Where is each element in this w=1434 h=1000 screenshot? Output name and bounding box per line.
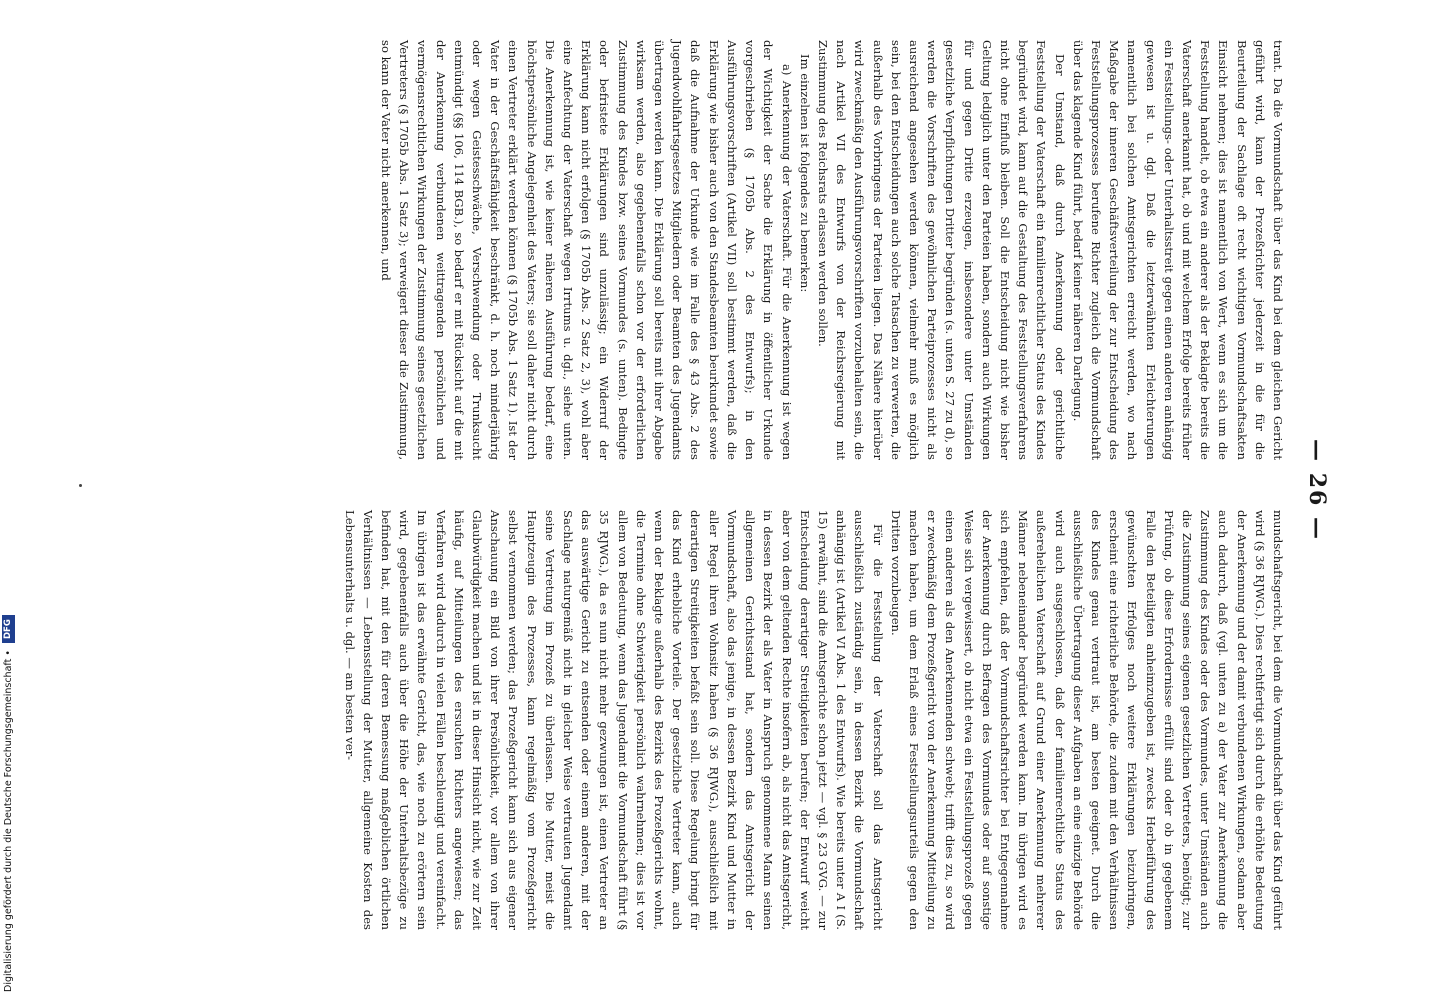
digitization-credit [2, 600, 16, 992]
right-text-column [340, 510, 1287, 930]
digitization-credit-text: Digitalisierung gefördert durch die Deutsche Forschungsgemeinschaft • [3, 650, 14, 992]
paragraph: Im einzelnen ist folgendes zu bemerken: [797, 54, 812, 293]
dfg-logo-icon: DFG [2, 615, 15, 643]
digitization-credit-strip [2, 600, 16, 992]
rotated-document-page [155, 40, 1335, 940]
paragraph: mundschaftsgericht, bei dem die Vormundschaft über das Kind geführt wird (§ 36 RJWG.). Dies rechtfertigt sich durch die erhöhte Bedeutung der Anerkennung und der damit verbundenen Wirkungen, sodann aber auch dadurch, daß (vgl. unten zu a) der Vater zur Anerkennung die Zustimmung des Kindes oder des Vormundes, unter Umständen auch die Zustimmung seines eigenen gesetzlichen Vertreters, benötigt; zur Prüfung, ob diese Erfordernisse erfüllt sind oder ob in gegebenem Falle den Beteiligten anheimzugeben ist, zwecks Herbeiführung des gewünschten Erfolges noch weitere Erklärungen beizubringen, erscheint eine richterliche Behörde, die zudem mit den Verhältnissen des Kindes genau vertraut ist, am besten geeignet. Durch die ausschließliche Übertragung dieser Aufgaben an eine einzige Behörde wird auch ausgeschlossen, daß der familienrechtliche Status des außerehelichen Vaterschaft auf Grund einer Anerkennung mehrerer Männer nebeneinander begründet werden kann. Im übrigen wird es sich empfehlen, daß der Vormundschaftsrichter bei Entgegennahme der Anerkennung durch Befragen des Vormundes oder auf sonstige Weise sich vergewissert, ob nicht etwa ein Feststellungsprozeß gegen einen anderen als den Anerkennenden schwebt; trifft dies zu, so wird er zweckmäßig dem Prozeßgericht von der Anerkennung Mitteilung zu machen haben, um dem Erlaß eines Feststellungsurteils gegen den Dritten vorzubeugen. [888, 510, 1285, 930]
paragraph: trant. Da die Vormundschaft über das Kind bei dem gleichen Gericht geführt wird, kann der Prozeßrichter jederzeit in die für die Beurteilung der Sachlage oft recht wichtigen Vormundschaftsakten Einsicht nehmen; dies ist namentlich von Wert, wenn es sich um die Feststellung handelt, ob etwa ein anderer als der Beklagte bereits die Vaterschaft anerkannt hat, ob und mit welchem Erfolge bereits früher ein Feststellungs- oder Unterhaltsstreit gegen einen anderen anhängig gewesen ist u. dgl. Daß die letzterwähnten Erleichterungen namentlich bei solchen Amtsgerichten erreicht werden, wo nach Maßgabe der inneren Geschäftsverteilung der zur Entscheidung des Feststellungsprozesses berufene Richter zugleich die Vormundschaft über das klagende Kind führt, bedarf keiner näheren Darlegung. [1070, 40, 1285, 460]
paragraph: a) Anerkennung der Vaterschaft. Für die Anerkennung ist wegen der Wichtigkeit der Sache die Erklärung in öffentlicher Urkunde vorgeschrieben (§ 1705b Abs. 2 des Entwurfs); in den Ausführungsvorschriften (Artikel VII) soll bestimmt werden, daß die Erklärung wie bisher auch von den Standesbeamten beurkundet sowie daß die Aufnahme der Urkunde wie im Falle des § 43 Abs. 2 des Jugendwohlfahrtsgesetzes Mitgliedern oder Beamten des Jugendamts übertragen werden kann. Die Erklärung soll bereits mit ihrer Abgabe wirksam werden, also gegebenenfalls schon vor der erforderlichen Zustimmung des Kindes bzw. seines Vormundes (s. unten). Bedingte oder befristete Erklärungen sind unzulässig; ein Widerruf der Erklärung kann nicht erfolgen (§ 1705b Abs. 2 Satz 2, 3), wohl aber eine Anfechtung der Vaterschaft wegen Irrtums u. dgl., siehe unten. Die Anerkennung ist, wie keiner näheren Ausführung bedarf, eine höchstpersönliche Angelegenheit des Vaters; sie soll daher nicht durch einen Vertreter erklärt werden können (§ 1705b Abs. 1 Satz 1). Ist der Vater in der Geschäftsfähigkeit beschränkt, d. h. noch minderjährig oder wegen Geistesschwäche, Verschwendung oder Trunksucht entmündigt (§§ 106, 114 BGB.), so bedarf er mit Rücksicht auf die mit der Anerkennung verbundenen weittragenden persönlichen und vermögensrechtlichen Wirkungen der Zustimmung seines gesetzlichen Vertreters (§ 1705b Abs. 1 Satz 3); verweigert dieser die Zustimmung, so kann der Vater nicht anerkennen, und [379, 40, 794, 460]
paragraph: Für die Feststellung der Vaterschaft soll das Amtsgericht ausschließlich zuständig sein, in dessen Bezirk die Vormundschaft anhängig ist (Artikel VI Abs. 1 des Entwurfs). Wie bereits unter A I (S. 15) erwähnt, sind die Amtsgerichte schon jetzt — vgl. § 23 GVG. — zur Entscheidung derartiger Streitigkeiten berufen; der Entwurf weicht aber von dem geltenden Rechte insofern ab, als nicht das Amtsgericht, in dessen Bezirk der als Vater in Anspruch genommene Mann seinen allgemeinen Gerichtsstand hat, sondern das Amtsgericht der Vormundschaft, also das jenige, in dessen Bezirk Kind und Mutter in aller Regel ihren Wohnsitz haben (§ 36 RJWG.), ausschließlich mit derartigen Streitigkeiten befaßt sein soll. Diese Regelung bringt für das Kind erhebliche Vorteile. Der gesetzliche Vertreter kann, auch wenn der Beklagte außerhalb des Bezirks des Prozeßgerichts wohnt, die Termine ohne Schwierigkeit persönlich wahrnehmen; dies ist vor allem von Bedeutung, wenn das Jugendamt die Vormundschaft führt (§ 35 RJWG.), da es nun nicht mehr gezwungen ist, einen Vertreter an das auswärtige Gericht zu entsenden oder einem anderen, mit der Sachlage naturgemäß nicht in gleicher Weise vertrauten Jugendamt seine Vertretung im Prozeß zu überlassen. Die Mutter, meist die Hauptzeugin des Prozesses, kann regelmäßig vom Prozeßgericht selbst vernommen werden; das Prozeßgericht kann sich aus eigener Anschauung ein Bild von ihrer Persönlichkeit, vor allem von ihrer Glaubwürdigkeit machen und ist in dieser Hinsicht nicht, wie zur Zeit häufig, auf Mitteilungen des ersuchten Richters angewiesen; das Verfahren wird dadurch in vielen Fällen beschleunigt und vereinfacht. Im übrigen ist das erwähnte Gericht, das, wie noch zu erörtern sein wird, gegebenenfalls auch über die Höhe der Unterhaltsbezüge zu befinden hat, mit den für deren Bemessung maßgeblichen örtlichen Verhältnissen — Lebensstellung der Mutter, allgemeine Kosten des Lebensunterhalts u. dgl. — am besten ver- [342, 510, 885, 930]
scan-speck [79, 484, 82, 487]
left-text-column [377, 40, 1287, 460]
page-number: — 26 — [1304, 439, 1330, 541]
paragraph: Der Umstand, daß durch Anerkennung oder gerichtliche Feststellung der Vaterschaft ein familienrechtlicher Status des Kindes begründet wird, kann auf die Gestaltung des Feststellungsverfahrens nicht ohne Einfluß bleiben. Soll die Entscheidung nicht wie bisher Geltung lediglich unter den Parteien haben, sondern auch Wirkungen für und gegen Dritte erzeugen, insbesondere unter Umständen gesetzliche Verpflichtungen Dritter begründen (s. unten S. 27 zu d), so werden die Vorschriften des gewöhnlichen Parteiprozesses nicht als ausreichend angesehen werden können, vielmehr muß es möglich sein, bei den Entscheidungen auch solche Tatsachen zu verwerten, die außerhalb des Vorbringens der Parteien liegen. Das Nähere hierüber wird zweckmäßig den Ausführungsvorschriften vorzubehalten sein, die nach Artikel VII des Entwurfs von der Reichsregierung mit Zustimmung des Reichsrats erlassen werden sollen. [815, 40, 1067, 460]
